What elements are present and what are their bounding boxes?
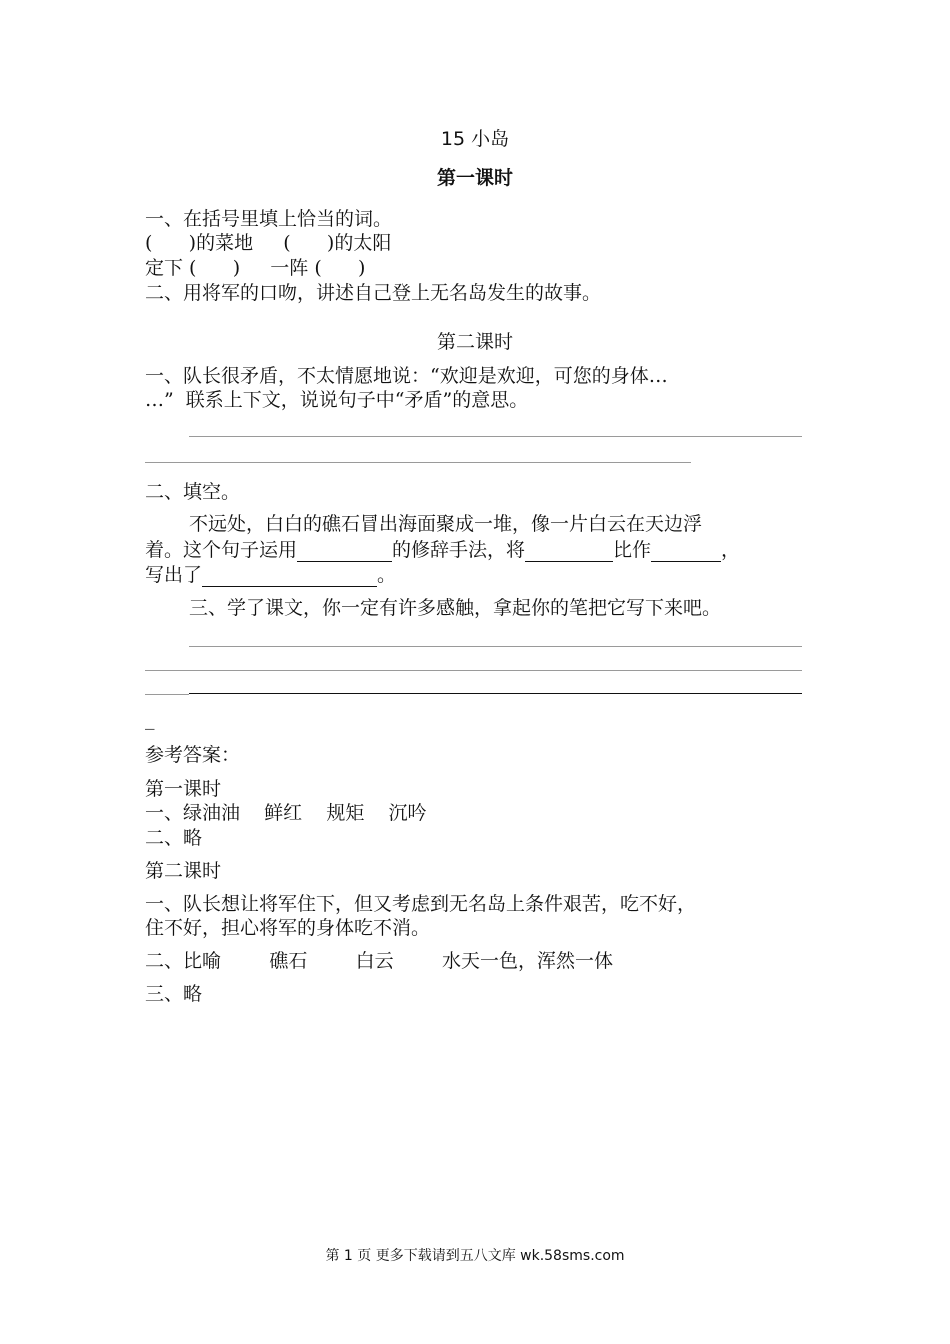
fill-blank[interactable] [525, 542, 613, 562]
lesson1-heading: 第一课时 [436, 167, 513, 189]
text-segment: 着。这个句子运用 [145, 539, 298, 561]
lesson1-question-1-blanks-row-2: 定下 ( ) 一阵 ( ) [145, 257, 366, 279]
answers-lesson2-answer-3: 三、略 [145, 983, 203, 1005]
fill-blank[interactable] [297, 542, 392, 562]
lesson1-question-1: 一、在括号里填上恰当的词。 [145, 208, 393, 230]
lesson2-question-2-heading: 二、填空。 [145, 481, 241, 503]
answers-lesson1-answer-2: 二、略 [145, 827, 203, 849]
answers-lesson2-answer-1-line-2: 住不好，担心将军的身体吃不消。 [145, 917, 431, 939]
fill-blank[interactable] [202, 567, 377, 587]
lesson2-question-3: 三、学了课文，你一定有许多感触，拿起你的笔把它写下来吧。 [189, 597, 722, 619]
answer-line [145, 670, 802, 671]
answers-lesson2-answer-2: 二、比喻 礁石 白云 水天一色，浑然一体 [145, 950, 613, 972]
fill-blank[interactable] [651, 542, 721, 562]
page-footer: 第 1 页 更多下载请到五八文库 wk.58sms.com [325, 1248, 625, 1264]
lesson2-heading: 第二课时 [436, 331, 513, 353]
text-segment: 写出了 [145, 564, 203, 586]
answer-line [189, 646, 802, 647]
lesson2-question-1-line-2: …” 联系上下文，说说句子中“矛盾”的意思。 [145, 389, 529, 411]
answers-lesson2-answer-1-line-1: 一、队长想让将军住下，但又考虑到无名岛上条件艰苦，吃不好， [145, 893, 697, 915]
text-segment: 。 [377, 564, 397, 586]
lesson2-question-2-line-2 [145, 535, 740, 562]
lesson1-question-2: 二、用将军的口吻，讲述自己登上无名岛发生的故事。 [145, 282, 602, 304]
lesson2-question-2-line-3 [145, 560, 396, 587]
page-title: 15 小岛 [440, 128, 510, 150]
lesson2-question-2-line-1: 不远处，白白的礁石冒出海面聚成一堆，像一片白云在天边浮 [189, 513, 703, 535]
answer-line [189, 693, 802, 694]
text-segment: 比作 [613, 539, 652, 561]
answers-lesson1-answer-1: 一、绿油油 鲜红 规矩 沉吟 [145, 802, 427, 824]
answers-lesson2-heading: 第二课时 [145, 860, 222, 882]
answer-line [145, 462, 691, 463]
stray-underscore: _ [145, 708, 155, 730]
lesson2-question-1-line-1: 一、队长很矛盾，不太情愿地说：“欢迎是欢迎，可您的身体… [145, 365, 668, 387]
lesson1-question-1-blanks-row-1: ( )的菜地 ( )的太阳 [145, 232, 392, 254]
answer-line [145, 694, 189, 695]
text-segment: ， [721, 539, 741, 561]
text-segment: 的修辞手法，将 [392, 539, 526, 561]
answers-heading: 参考答案： [145, 744, 241, 766]
answers-lesson1-heading: 第一课时 [145, 778, 222, 800]
answer-line [189, 436, 802, 437]
